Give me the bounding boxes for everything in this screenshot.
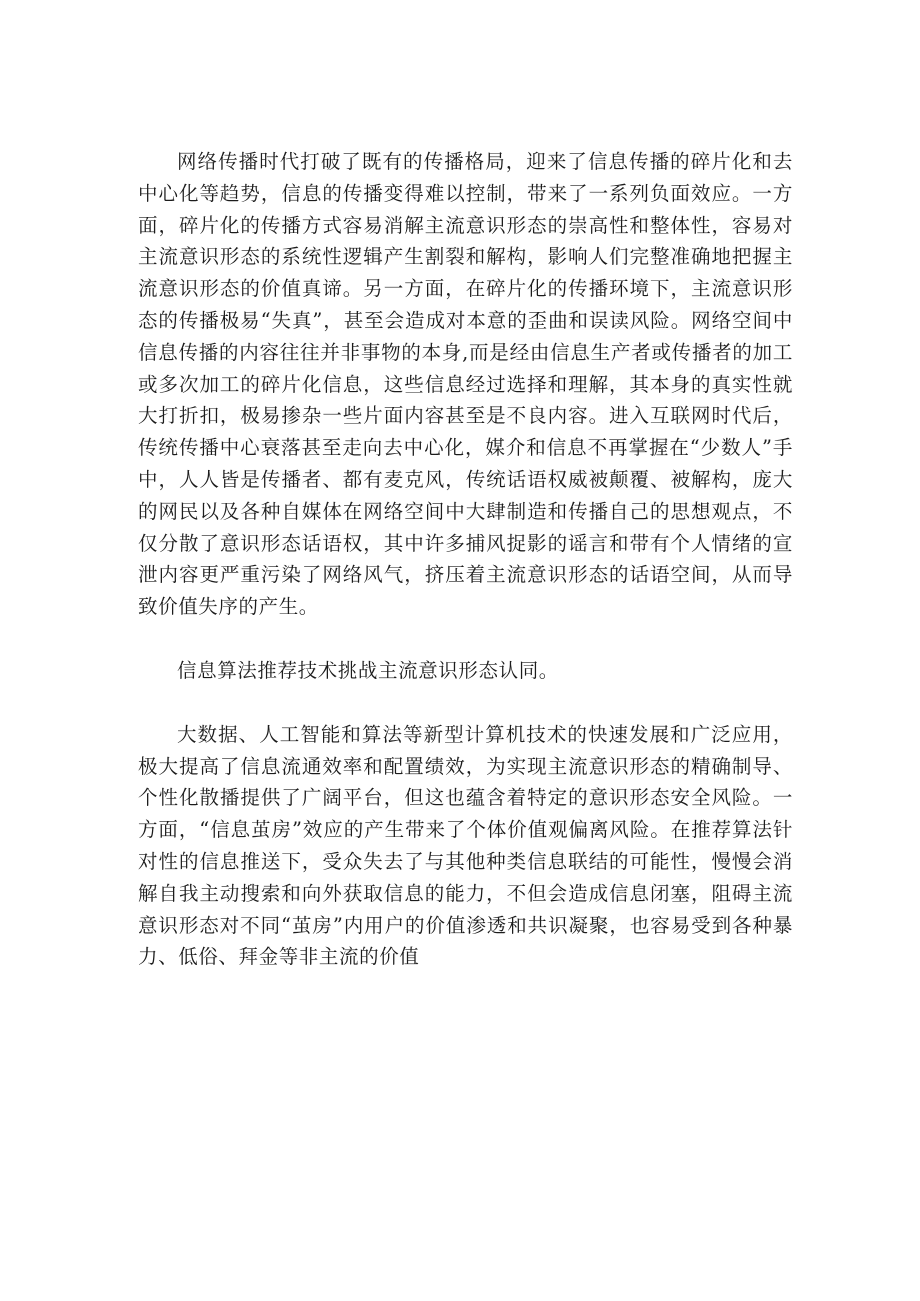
paragraph-algorithm-recommendation: 大数据、人工智能和算法等新型计算机技术的快速发展和广泛应用，极大提高了信息流通效率和配置绩效，为实现主流意识形态的精确制导、个性化散播提供了广阔平台，但这也蕴含着特定的意识形态安全风险。一方面，“信息茧房”效应的产生带来了个体价值观偏离风险。在推荐算法针对性的信息推送下，受众失去了与其他种类信息联结的可能性，慢慢会消解自我主动搜索和向外获取信息的能力，不但会造成信息闭塞，阻碍主流意识形态对不同“茧房”内用户的价值渗透和共识凝聚，也容易受到各种暴力、低俗、拜金等非主流的价值 [138,722,793,969]
paragraph-section-heading: 信息算法推荐技术挑战主流意识形态认同。 [177,658,559,682]
paragraph-network-communication: 网络传播时代打破了既有的传播格局，迎来了信息传播的碎片化和去中心化等趋势，信息的传播变得难以控制，带来了一系列负面效应。一方面，碎片化的传播方式容易消解主流意识形态的崇高性和整体性，容易对主流意识形态的系统性逻辑产生割裂和解构，影响人们完整准确地把握主流意识形态的价值真谛。另一方面，在碎片化的传播环境下，主流意识形态的传播极易“失真”，甚至会造成对本意的歪曲和误读风险。网络空间中信息传播的内容往往并非事物的本身,而是经由信息生产者或传播者的加工或多次加工的碎片化信息，这些信息经过选择和理解，其本身的真实性就大打折扣，极易掺杂一些片面内容甚至是不良内容。进入互联网时代后，传统传播中心衰落甚至走向去中心化，媒介和信息不再掌握在“少数人”手中，人人皆是传播者、都有麦克风，传统话语权威被颠覆、被解构，庞大的网民以及各种自媒体在网络空间中大肆制造和传播自己的思想观点，不仅分散了意识形态话语权，其中许多捕风捉影的谣言和带有个人情绪的宣泄内容更严重污染了网络风气，挤压着主流意识形态的话语空间，从而导致价值失序的产生。 [138,150,793,619]
document-body [138,146,793,973]
